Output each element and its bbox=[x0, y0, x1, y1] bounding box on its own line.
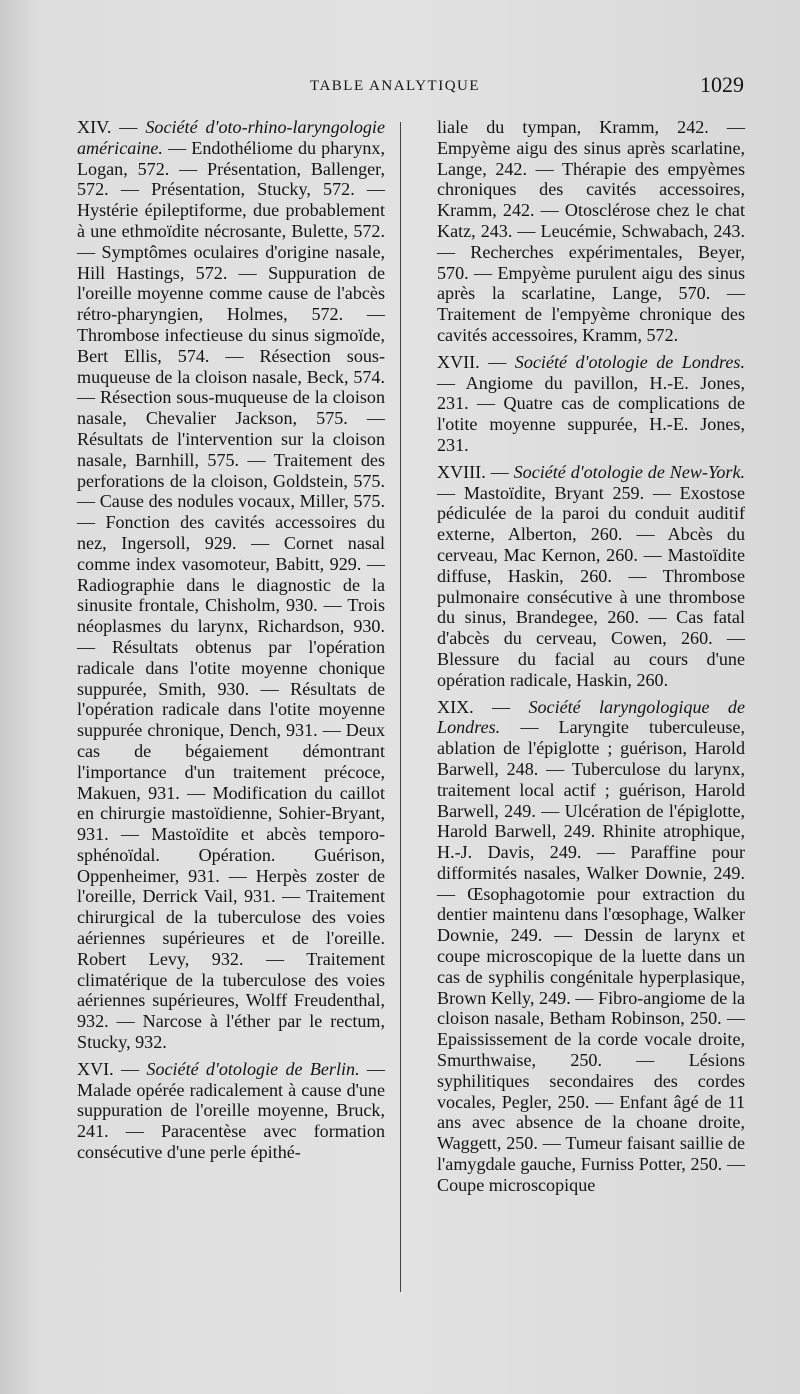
left-column bbox=[77, 117, 385, 1163]
entry-body: — Endothéliome du pharynx, Logan, 572. — Présentation, Ballenger, 572. — Présentation, Stucky, 572. — Hystérie épileptiforme, due probablement à une ethmoïdite nécrosante, Bulette, 572. — Symptômes oculaires d'origine nasale, Hill Hastings, 572. — Suppuration de l'oreille moyenne comme cause de l'abcès rétro-pharyngien, Holmes, 572. — Thrombose infectieuse du sinus sigmoïde, Bert Ellis, 574. — Résection sous-muqueuse de la cloison nasale, Beck, 574. — Résection sous-muqueuse de la cloison nasale, Chevalier Jackson, 575. — Résultats de l'intervention sur la cloison nasale, Barnhill, 575. — Traitement des perforations de la cloison, Goldstein, 575. — Cause des nodules vocaux, Miller, 575. — Fonction des cavités accessoires du nez, Ingersoll, 929. — Cornet nasal comme index vasomoteur, Babitt, 929. — Radiographie dans le diagnostic de la sinusite frontale, Chisholm, 930. — Trois néoplasmes du larynx, Richardson, 930. — Résultats obtenus par l'opération radicale dans l'otite moyenne chonique suppurée, Smith, 930. — Résultats de l'opération radicale dans l'otite moyenne suppurée chronique, Dench, 931. — Deux cas de bégaiement démontrant l'importance d'un traitement précoce, Makuen, 931. — Modification du caillot en chirurgie mastoïdienne, Sohier-Bryant, 931. — Mastoïdite et abcès temporo-sphénoïdal. Opération. Guérison, Oppenheimer, 931. — Herpès zoster de l'oreille, Derrick Vail, 931. — Traitement chirurgical de la tuberculose des voies aériennes supérieures et de l'oreille. Robert Levy, 932. — Traitement climatérique de la tuberculose des voies aériennes supérieures, Wolff Freudenthal, 932. — Narcose à l'éther par le rectum, Stucky, 932. bbox=[77, 137, 385, 1053]
society-name: Société d'otologie de Berlin. bbox=[146, 1058, 360, 1079]
entry-number: XVIII. — bbox=[437, 461, 514, 482]
society-name: Société d'otologie de Londres. bbox=[514, 351, 745, 372]
entry-body: — Angiome du pavillon, H.-E. Jones, 231. — Quatre cas de complications de l'otite moyenne suppurée, H.-E. Jones, 231. bbox=[437, 372, 745, 455]
index-entry-continuation bbox=[437, 117, 745, 346]
running-title: TABLE ANALYTIQUE bbox=[310, 78, 481, 94]
index-entry-xviii bbox=[437, 462, 745, 691]
entry-body: — Malade opérée radicalement à cause d'une suppuration de l'oreille moyenne, Bruck, 241. — Paracentèse avec formation consécutive d'une perle épithé- bbox=[77, 1058, 385, 1163]
index-entry-xiv bbox=[77, 117, 385, 1053]
entry-number: XIX. — bbox=[437, 696, 529, 717]
entry-body: — Laryngite tuberculeuse, ablation de l'épiglotte ; guérison, Harold Barwell, 248. — Tuberculose du larynx, traitement local actif ; guérison, Harold Barwell, 249. — Ulcération de l'épiglotte, Harold Barwell, 249. Rhinite atrophique, H.-J. Davis, 249. — Paraffine pour difformités nasales, Walker Downie, 249. — Œsophagotomie pour extraction du dentier maintenu dans l'œsophage, Walker Downie, 249. — Dessin de larynx et coupe microscopique de la luette dans un cas de syphilis congénitale hyperplasique, Brown Kelly, 249. — Fibro-angiome de la cloison nasale, Betham Robinson, 250. — Epaississement de la corde vocale droite, Smurthwaise, 250. — Lésions syphilitiques secondaires des cordes vocales, Pegler, 250. — Enfant âgé de 11 ans avec absence de la choane droite, Waggett, 250. — Tumeur faisant saillie de l'amygdale gauche, Furniss Potter, 250. — Coupe microscopique bbox=[437, 717, 745, 1195]
entry-body: — Mastoïdite, Bryant 259. — Exostose pédiculée de la paroi du conduit auditif externe, Alberton, 260. — Abcès du cerveau, Mac Kernon, 260. — Mastoïdite diffuse, Haskin, 260. — Thrombose pulmonaire consécutive à une thrombose du sinus, Brandegee, 260. — Cas fatal d'abcès du cerveau, Cowen, 260. — Blessure du facial au cours d'une opération radicale, Haskin, 260. bbox=[437, 482, 745, 690]
index-entry-xvi bbox=[77, 1059, 385, 1163]
right-column bbox=[437, 117, 745, 1196]
entry-number: XVI. — bbox=[77, 1058, 147, 1079]
index-entry-xix bbox=[437, 697, 745, 1196]
society-name: Société d'otologie de New-York. bbox=[513, 461, 746, 482]
column-divider bbox=[400, 122, 401, 1292]
society-name: Société laryngologique de Londres. bbox=[437, 696, 745, 738]
page-number: 1029 bbox=[700, 72, 744, 97]
entry-body: liale du tympan, Kramm, 242. — Empyème aigu des sinus après scarlatine, Lange, 242. — Thérapie des empyèmes chroniques des cavités accessoires, Kramm, 242. — Otosclérose chez le chat Katz, 243. — Leucémie, Schwabach, 243. — Recherches expérimentales, Beyer, 570. — Empyème purulent aigu des sinus après la scarlatine, Lange, 570. — Traitement de l'empyème chronique des cavités accessoires, Kramm, 572. bbox=[437, 117, 745, 345]
society-name: Société d'oto-rhino-laryngologie américaine. bbox=[77, 117, 385, 158]
index-entry-xvii bbox=[437, 352, 745, 456]
entry-number: XVII. — bbox=[437, 351, 515, 372]
page-header bbox=[0, 72, 800, 112]
entry-number: XIV. — bbox=[77, 117, 146, 137]
